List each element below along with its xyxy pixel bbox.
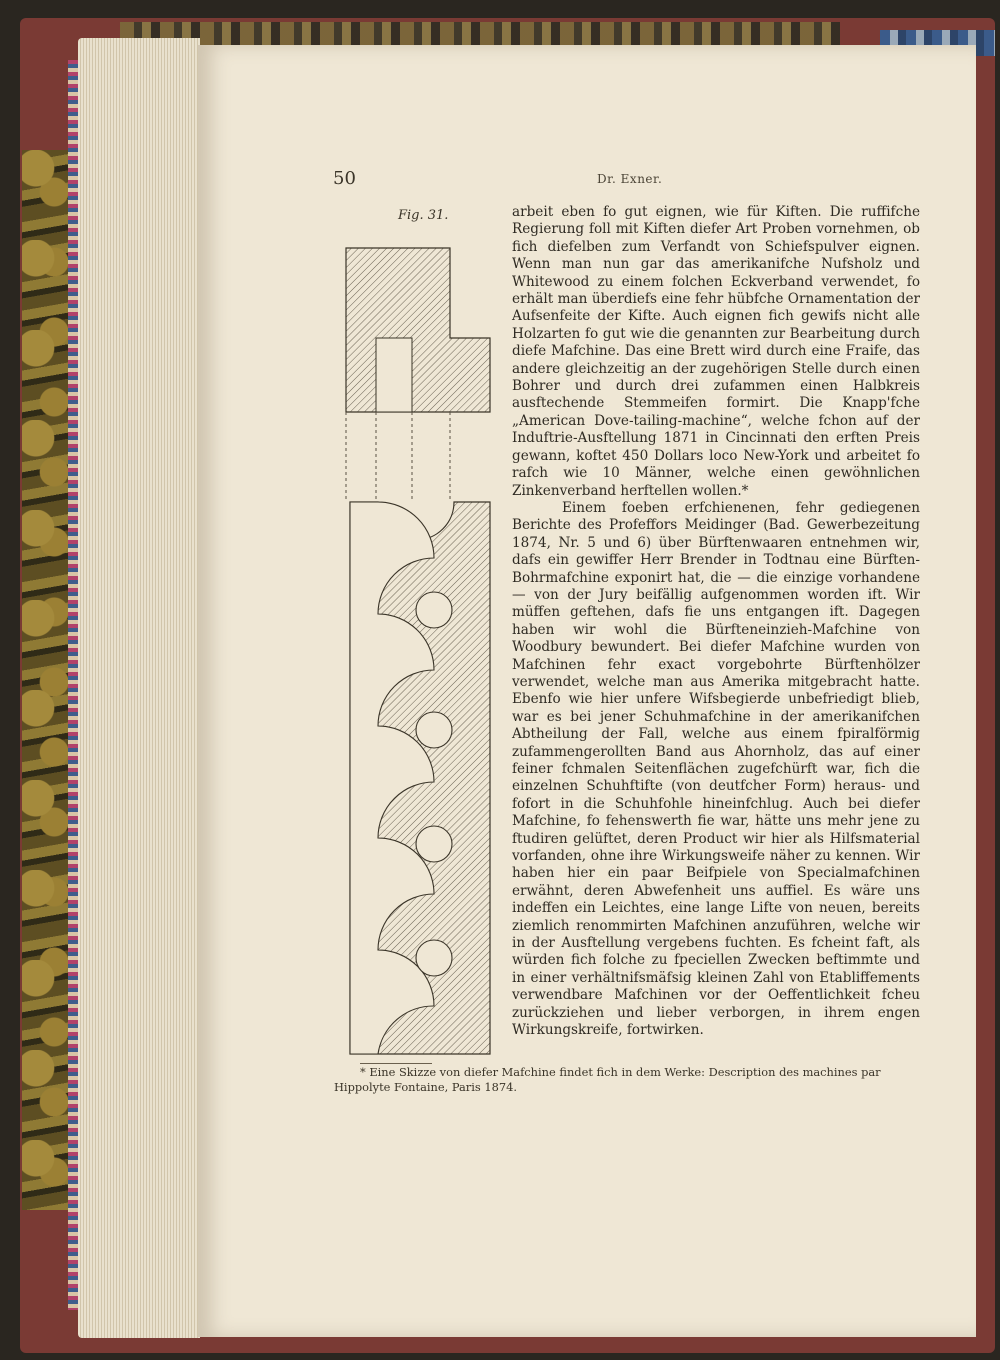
page-stack: [78, 38, 200, 1338]
top-board: [346, 248, 490, 412]
marbled-edge-top: [120, 22, 840, 46]
bottom-board: [350, 502, 490, 1054]
running-head: Dr. Exner.: [597, 172, 663, 186]
paragraph: Einem foeben erfchienenen, fehr gediegenen Berichte des Profeffors Meidinger (Bad. Gewerbezeitung 1874, Nr. 5 und 6) über Bürftenwaaren entnehmen wir, dafs ein gewiffer Herr Brender in Todtnau eine Bürften-Bohrmafchine exponirt hat, die — die einzige vorhandene — von der Jury beifällig aufgenommen worden ift. Wir müffen geftehen, dafs fie uns entgangen ift. Dagegen haben wir wohl die Bürfteneinzieh-Mafchine von Woodbury bewundert. Bei diefer Mafchine wurden von Mafchinen fehr exact vorgebohrte Bürftenhölzer verwendet, welche man aus Amerika mitgebracht hatte. Ebenfo wie hier unfere Wifsbegierde unbefriedigt blieb, war es bei jener Schuhmafchine in der amerikanifchen Abtheilung der Fall, welche aus einem fpiralförmig zufammengerollten Band aus Ahornholz, das auf einer feiner fchmalen Seitenflächen zugefchürft war, fich die einzelnen Schuhftifte (von deutfcher Form) heraus- und fofort in die Schuhfohle hineinfchlug. Auch bei diefer Mafchine, fo fehenswerth fie war, hätte uns mehr jene zu ftudiren gelüftet, deren Product wir hier als Hilfsmaterial vorfanden, ohne ihre Wirkungsweife näher zu kennen. Wir haben hier ein paar Beifpiele von Specialmafchinen erwähnt, deren Abwefenheit uns auffiel. Es wäre uns indeffen ein Leichtes, eine lange Lifte von neuen, bereits ziemlich renommirten Mafchinen anzuführen, welche wir in der Ausftellung vergebens fuchten. Es fcheint faft, als würden fich folche zu fpeciellen Zwecken beftimmte und in einer verhältnifsmäfsig kleinen Zahl von Etabliffements verwendbare Mafchinen vor der Oeffentlichkeit fcheu zurückziehen und lieber verborgen, in ihrem engen Wirkungskreife, fortwirken.: [512, 499, 920, 1039]
footnote-rule: [360, 1063, 432, 1064]
guide-lines: [346, 412, 450, 502]
footnote: * Eine Skizze von diefer Mafchine findet fich in dem Werke: Description des machines par Hippolyte Fontaine, Paris 1874.: [334, 1065, 881, 1094]
body-text: [512, 204, 920, 1040]
dovetail-joint-figure: [338, 240, 498, 1060]
marbled-endpaper: [22, 150, 68, 1210]
figure-caption: Fig. 31.: [398, 208, 449, 223]
page-number: 50: [333, 168, 356, 189]
paragraph: arbeit eben fo gut eignen, wie für Kiften. Die ruffifche Regierung foll mit Kiften diefer Art Proben vornehmen, ob fich diefelben zum Verfandt von Schiefspulver eignen. Wenn man nun gar das amerikanifche Nufsholz und Whitewood zu einem folchen Eckverband verwendet, fo erhält man überdiefs eine fehr hübfche Ornamentation der Aufsenfeite der Kifte. Auch eignen fich gewifs nicht alle Holzarten fo gut wie die genannten zur Bearbeitung durch diefe Mafchine. Das eine Brett wird durch eine Fraife, das andere gleichzeitig an der zugehörigen Stelle durch einen Bohrer und durch drei zufammen einen Halbkreis ausftechende Stemmeifen formirt. Die Knapp'fche „American Dove-tailing-machine“, welche fchon auf der Induftrie-Ausftellung 1871 in Cincinnati den erften Preis gewann, koftet 450 Dollars loco New-York und arbeitet fo rafch wie 10 Männer, welche einen gewöhnlichen Zinkenverband herftellen wollen.*: [512, 204, 920, 499]
